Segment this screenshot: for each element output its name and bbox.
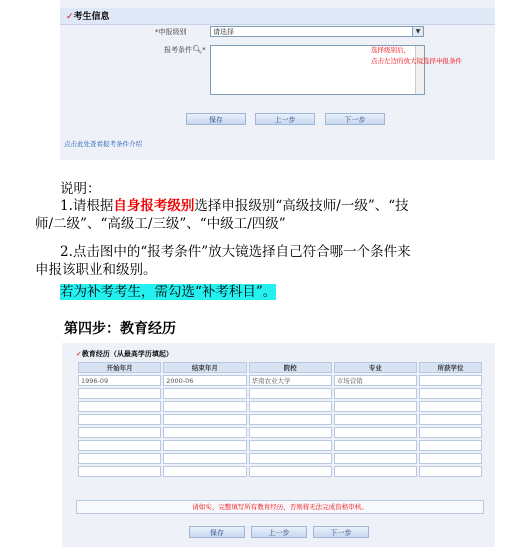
hint-line-2: 点击左边的放大镜选择申报条件 (371, 57, 462, 65)
degree-input[interactable] (419, 375, 482, 386)
end-date-input[interactable] (163, 427, 246, 438)
column-header: 院校 (249, 362, 332, 373)
next-button[interactable]: 下一步 (313, 526, 369, 538)
start-date-input[interactable] (78, 453, 161, 464)
level-label: *申报级别 (155, 28, 187, 36)
degree-input[interactable] (419, 388, 482, 399)
column-header: 专业 (334, 362, 417, 373)
explain-line-2: 师/二级”、“高级工/三级”、“中级工/四级” (35, 216, 286, 232)
degree-input[interactable] (419, 453, 482, 464)
explain-line-3: 2.点击图中的“报考条件”放大镜选择自己符合哪一个条件来 (60, 244, 411, 260)
major-input[interactable] (334, 388, 417, 399)
panel-titlebar (62, 349, 495, 360)
major-input[interactable] (334, 414, 417, 425)
magnifier-icon[interactable]: 🔍︎ (192, 45, 203, 54)
education-notice: 请如实、完整填写所有教育经历，否则将无法完成资格审核。 (76, 500, 484, 514)
applicant-info-panel (60, 0, 495, 160)
school-input[interactable] (249, 427, 332, 438)
degree-input[interactable] (419, 401, 482, 412)
check-icon: ✓ (76, 350, 82, 358)
degree-input[interactable] (419, 440, 482, 451)
column-header: 所获学位 (419, 362, 482, 373)
school-input[interactable] (249, 466, 332, 477)
save-button[interactable]: 保存 (189, 526, 245, 538)
start-date-input[interactable] (78, 440, 161, 451)
major-input[interactable] (334, 453, 417, 464)
level-select-value: 请选择 (213, 28, 234, 36)
explain-line-1 (60, 197, 409, 215)
table-row (78, 440, 482, 451)
school-input[interactable]: 华南农业大学 (249, 375, 332, 386)
level-select[interactable] (210, 26, 424, 37)
start-date-input[interactable] (78, 401, 161, 412)
panel-titlebar (60, 8, 495, 25)
major-input[interactable] (334, 427, 417, 438)
start-date-input[interactable]: 1996-09 (78, 375, 161, 386)
major-input[interactable] (334, 440, 417, 451)
table-row (78, 466, 482, 477)
next-button[interactable]: 下一步 (325, 113, 385, 125)
table-row (78, 453, 482, 464)
degree-input[interactable] (419, 466, 482, 477)
education-table (76, 360, 484, 479)
school-input[interactable] (249, 440, 332, 451)
end-date-input[interactable] (163, 466, 246, 477)
major-input[interactable]: 市场营销 (334, 375, 417, 386)
explain-line-1-prefix: 1.请根据 (60, 198, 114, 214)
explain-line-1-emphasis: 自身报考级别 (113, 198, 195, 214)
start-date-input[interactable] (78, 388, 161, 399)
table-row (78, 414, 482, 425)
start-date-input[interactable] (78, 427, 161, 438)
table-header-row (78, 362, 482, 373)
chevron-down-icon[interactable]: ▼ (412, 27, 423, 36)
end-date-input[interactable] (163, 388, 246, 399)
conditions-label: 报考条件🔍︎* (164, 45, 206, 54)
save-button[interactable]: 保存 (186, 113, 246, 125)
end-date-input[interactable] (163, 401, 246, 412)
table-row (78, 401, 482, 412)
education-panel (62, 343, 495, 547)
degree-input[interactable] (419, 414, 482, 425)
table-row (78, 375, 482, 386)
explain-line-5-highlight: 若为补考考生，需勾选“补考科目”。 (60, 284, 277, 300)
degree-input[interactable] (419, 427, 482, 438)
panel-title-text: 考生信息 (73, 12, 110, 22)
conditions-label-text: 报考条件 (164, 46, 192, 54)
school-input[interactable] (249, 388, 332, 399)
major-input[interactable] (334, 401, 417, 412)
panel-title-text: 教育经历（从最高学历填起） (81, 350, 173, 358)
column-header: 开始年月 (78, 362, 161, 373)
school-input[interactable] (249, 453, 332, 464)
conditions-intro-link[interactable]: 点击此处查看报考条件介绍 (64, 140, 142, 148)
school-input[interactable] (249, 414, 332, 425)
start-date-input[interactable] (78, 466, 161, 477)
panel-title (66, 9, 110, 22)
check-icon: ✓ (66, 12, 74, 22)
end-date-input[interactable]: 2000-06 (163, 375, 246, 386)
table-row (78, 427, 482, 438)
prev-button[interactable]: 上一步 (255, 113, 315, 125)
panel-title (76, 349, 173, 359)
hint-line-1: 选择级别后， (371, 46, 410, 54)
end-date-input[interactable] (163, 414, 246, 425)
school-input[interactable] (249, 401, 332, 412)
end-date-input[interactable] (163, 440, 246, 451)
scrollbar[interactable] (415, 46, 424, 94)
explain-line-5 (60, 283, 276, 301)
explain-line-4: 申报该职业和级别。 (35, 262, 157, 278)
end-date-input[interactable] (163, 453, 246, 464)
explain-title: 说明： (60, 181, 101, 197)
column-header: 结束年月 (163, 362, 246, 373)
table-row (78, 388, 482, 399)
prev-button[interactable]: 上一步 (251, 526, 307, 538)
start-date-input[interactable] (78, 414, 161, 425)
step4-heading: 第四步：教育经历 (64, 321, 176, 337)
explain-line-1-suffix: 选择申报级别“高级技师/一级”、“技 (194, 198, 409, 214)
major-input[interactable] (334, 466, 417, 477)
